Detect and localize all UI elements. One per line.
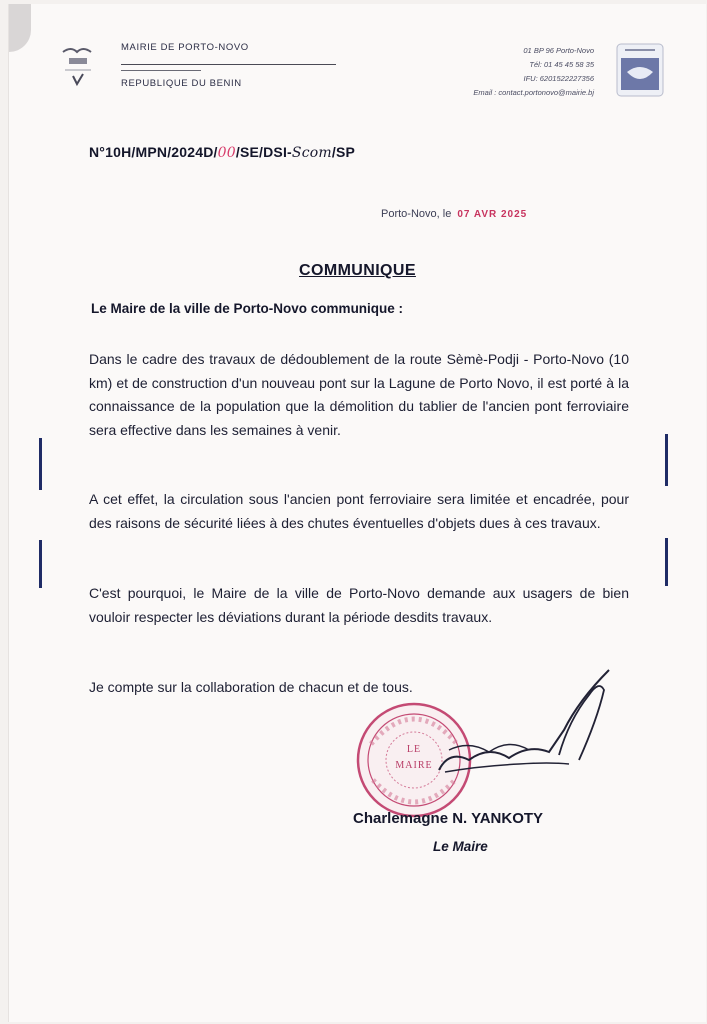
paragraph-1: Dans le cadre des travaux de dédoublement de la route Sèmè-Podji - Porto-Novo (10 km) et de construction d'un nouveau pont sur la Lagune de Porto Novo, il est porté à la connaissance de la population que la démolition du tablier de l'ancien pont ferroviaire sera effective dans les semaines à venir.: [89, 351, 629, 438]
org-name: MAIRIE DE PORTO-NOVO: [121, 42, 249, 53]
margin-mark-right-top: [665, 434, 668, 486]
intro-line: Le Maire de la ville de Porto-Novo communique :: [91, 301, 404, 316]
signer-name: Charlemagne N. YANKOTY: [353, 810, 544, 827]
document-page: [8, 4, 706, 1022]
document-title: COMMUNIQUE: [299, 262, 416, 279]
coat-of-arms-icon: [615, 42, 665, 98]
paragraph-3: C'est pourquoi, le Maire de la ville de Porto-Novo demande aux usagers de bien vouloir respecter les déviations durant la période desdits travaux.: [89, 585, 629, 625]
margin-mark-left-bottom: [39, 540, 42, 588]
margin-mark-left-top: [39, 438, 42, 490]
page-corner-fold: [9, 4, 31, 52]
header-rule: [121, 64, 336, 65]
contact-address: 01 BP 96 Porto-Novo: [523, 46, 594, 55]
header-rule-short: [121, 70, 201, 71]
ref-prefix: N°10H/MPN/2024D/: [89, 144, 218, 160]
handwritten-signature: [429, 660, 629, 790]
closing-line: Je compte sur la collaboration de chacun et de tous.: [89, 679, 413, 695]
reference-number: [89, 144, 355, 161]
seal-text-maire: MAIRE: [395, 760, 433, 771]
date-line: [381, 208, 527, 220]
contact-email: Email : contact.portonovo@mairie.bj: [473, 88, 594, 97]
ref-handwritten-number: 00: [217, 145, 236, 161]
margin-mark-right-bottom: [665, 538, 668, 586]
paragraph-2: A cet effet, la circulation sous l'ancien pont ferroviaire sera limitée et encadrée, pour des raisons de sécurité liées à des chutes éventuelles d'objets dues à ces travaux.: [89, 491, 629, 531]
signer-title: Le Maire: [433, 839, 488, 854]
ref-handwritten-service: Scom: [291, 145, 332, 161]
ref-middle: /SE/DSI-: [235, 144, 292, 160]
ref-suffix: /SP: [331, 144, 356, 160]
city-emblem-icon: [59, 44, 97, 92]
contact-block: [473, 44, 594, 100]
country-name: REPUBLIQUE DU BENIN: [121, 78, 242, 89]
date-stamp: 07 AVR 2025: [457, 209, 528, 220]
contact-phone: Tél: 01 45 45 58 35: [529, 60, 594, 69]
date-label: Porto-Novo, le: [381, 208, 452, 220]
contact-ifu: IFU: 6201522227356: [523, 74, 594, 83]
seal-text-le: LE: [406, 744, 422, 755]
